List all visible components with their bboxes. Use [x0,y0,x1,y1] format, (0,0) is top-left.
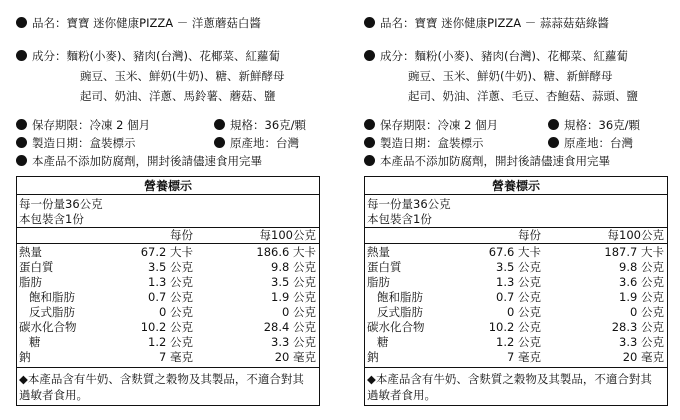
ingredients-line-1: 成分：麵粉(小麥)、豬肉(台灣)、花椰菜、紅蘿蔔 [16,49,280,64]
bullet-icon [364,137,375,148]
nutrition-row: 脂肪 1.3 公克 3.6 公克 [367,275,664,289]
col-header-per-serving: 每份 [170,228,193,242]
serving-size: 每一份量36公克 [19,197,103,211]
shelf-life-line: 保存期限：冷凍 2 個月 [16,118,150,133]
nutrition-row: 鈉 7 毫克 20 毫克 [19,350,316,364]
ingredients-line-1: 成分：麵粉(小麥)、豬肉(台灣)、花椰菜、紅蘿蔔 [364,49,628,64]
mfg-date-line: 製造日期：盒裝標示 [364,136,484,151]
preservative-line: 本產品不添加防腐劑，開封後請儘速食用完畢 [364,154,610,169]
bullet-icon [214,119,225,130]
ingredients-line-3: 起司、奶油、洋蔥、毛豆、杏鮑菇、蒜頭、鹽 [408,89,638,103]
bullet-icon [364,119,375,130]
nutrition-row: 鈉 7 毫克 20 毫克 [367,350,664,364]
bullet-icon [16,17,27,28]
bullet-icon [548,137,559,148]
nutrition-row: 反式脂肪 0 公克 0 公克 [377,305,664,319]
nutrition-title: 營養標示 [17,177,319,195]
nutrition-row: 飽和脂肪 0.7 公克 1.9 公克 [29,290,316,304]
allergen-note: ◆本產品含有牛奶、含麩質之穀物及其製品，不適合對其過敏者食用。 [19,372,304,402]
divider [17,243,319,244]
ingredients-line-2: 豌豆、玉米、鮮奶(牛奶)、糖、新鮮酵母 [80,69,285,83]
nutrition-row: 熱量 67.6 大卡 187.7 大卡 [367,245,664,259]
bullet-icon [16,155,27,166]
nutrition-row: 碳水化合物 10.2 公克 28.3 公克 [367,320,664,334]
origin-line: 原產地：台灣 [548,136,633,151]
col-header-per-100g: 每100公克 [607,228,664,242]
product-label-left [0,0,330,420]
serving-size: 每一份量36公克 [367,197,451,211]
bullet-icon [364,50,375,61]
nutrition-row: 蛋白質 3.5 公克 9.8 公克 [19,260,316,274]
ingredients-line-3: 起司、奶油、洋蔥、馬鈴薯、蘑菇、鹽 [80,89,276,103]
bullet-icon [214,137,225,148]
divider [17,367,319,368]
product-label-right [348,0,678,420]
nutrition-row: 熱量 67.2 大卡 186.6 大卡 [19,245,316,259]
nutrition-row: 碳水化合物 10.2 公克 28.4 公克 [19,320,316,334]
nutrition-row: 飽和脂肪 0.7 公克 1.9 公克 [377,290,664,304]
nutrition-row: 糖 1.2 公克 3.3 公克 [377,335,664,349]
product-name: 品名：寶寶 迷你健康PIZZA － 洋蔥蘑菇白醬 [32,16,261,30]
shelf-life-line: 保存期限：冷凍 2 個月 [364,118,498,133]
nutrition-table [16,176,320,406]
bullet-icon [16,119,27,130]
nutrition-row: 糖 1.2 公克 3.3 公克 [29,335,316,349]
spec-line: 規格：36克/顆 [548,118,640,133]
col-header-per-serving: 每份 [518,228,541,242]
bullet-icon [364,17,375,28]
nutrition-table [364,176,668,406]
nutrition-title: 營養標示 [365,177,667,195]
mfg-date-line: 製造日期：盒裝標示 [16,136,136,151]
col-header-per-100g: 每100公克 [259,228,316,242]
product-name: 品名：寶寶 迷你健康PIZZA － 蒜蒜菇菇綠醬 [380,16,609,30]
spec-line: 規格：36克/顆 [214,118,306,133]
nutrition-row: 脂肪 1.3 公克 3.5 公克 [19,275,316,289]
origin-line: 原產地：台灣 [214,136,299,151]
bullet-icon [16,50,27,61]
allergen-note: ◆本產品含有牛奶、含麩質之穀物及其製品，不適合對其過敏者食用。 [367,372,652,402]
nutrition-row: 反式脂肪 0 公克 0 公克 [29,305,316,319]
divider [365,243,667,244]
servings-per-package: 本包裝含1份 [367,212,432,226]
bullet-icon [364,155,375,166]
bullet-icon [16,137,27,148]
ingredients-line-2: 豌豆、玉米、鮮奶(牛奶)、糖、新鮮酵母 [408,69,613,83]
preservative-line: 本產品不添加防腐劑，開封後請儘速食用完畢 [16,154,262,169]
nutrition-row: 蛋白質 3.5 公克 9.8 公克 [367,260,664,274]
product-name-line [16,16,261,31]
divider [365,367,667,368]
product-name-line [364,16,609,31]
servings-per-package: 本包裝含1份 [19,212,84,226]
bullet-icon [548,119,559,130]
